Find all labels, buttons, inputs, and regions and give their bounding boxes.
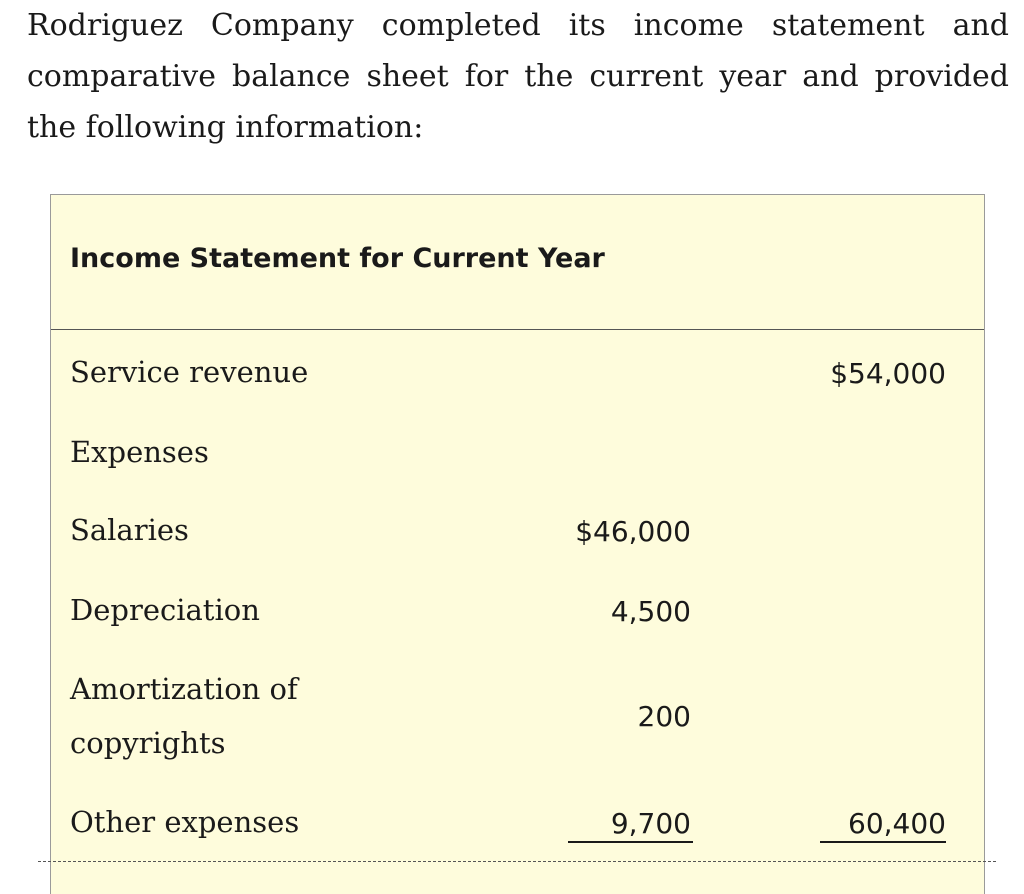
row-label-depreciation: Depreciation — [70, 593, 260, 627]
income-statement-table — [50, 194, 985, 894]
row-label-service-revenue: Service revenue — [70, 355, 309, 389]
amount-other-expenses: 9,700 — [610, 807, 691, 840]
amount-depreciation: 4,500 — [610, 595, 691, 628]
amount-salaries: $46,000 — [575, 515, 691, 548]
page-cut-divider — [38, 861, 996, 862]
underline-col2 — [820, 841, 946, 843]
row-label-salaries: Salaries — [70, 513, 189, 547]
row-label-other-expenses: Other expenses — [70, 805, 300, 839]
table-title: Income Statement for Current Year — [70, 243, 605, 274]
amount-amortization: 200 — [637, 700, 691, 733]
underline-col1 — [568, 841, 693, 843]
intro-paragraph: Rodriguez Company completed its income statement and comparative balance sheet for the current year and provided the following information: — [27, 8, 1009, 145]
amount-total-expenses: 60,400 — [848, 807, 946, 840]
table-header — [51, 195, 984, 330]
row-label-amortization: Amortization of copyrights — [70, 672, 298, 760]
row-label-expenses: Expenses — [70, 435, 209, 469]
amount-service-revenue: $54,000 — [830, 357, 946, 390]
